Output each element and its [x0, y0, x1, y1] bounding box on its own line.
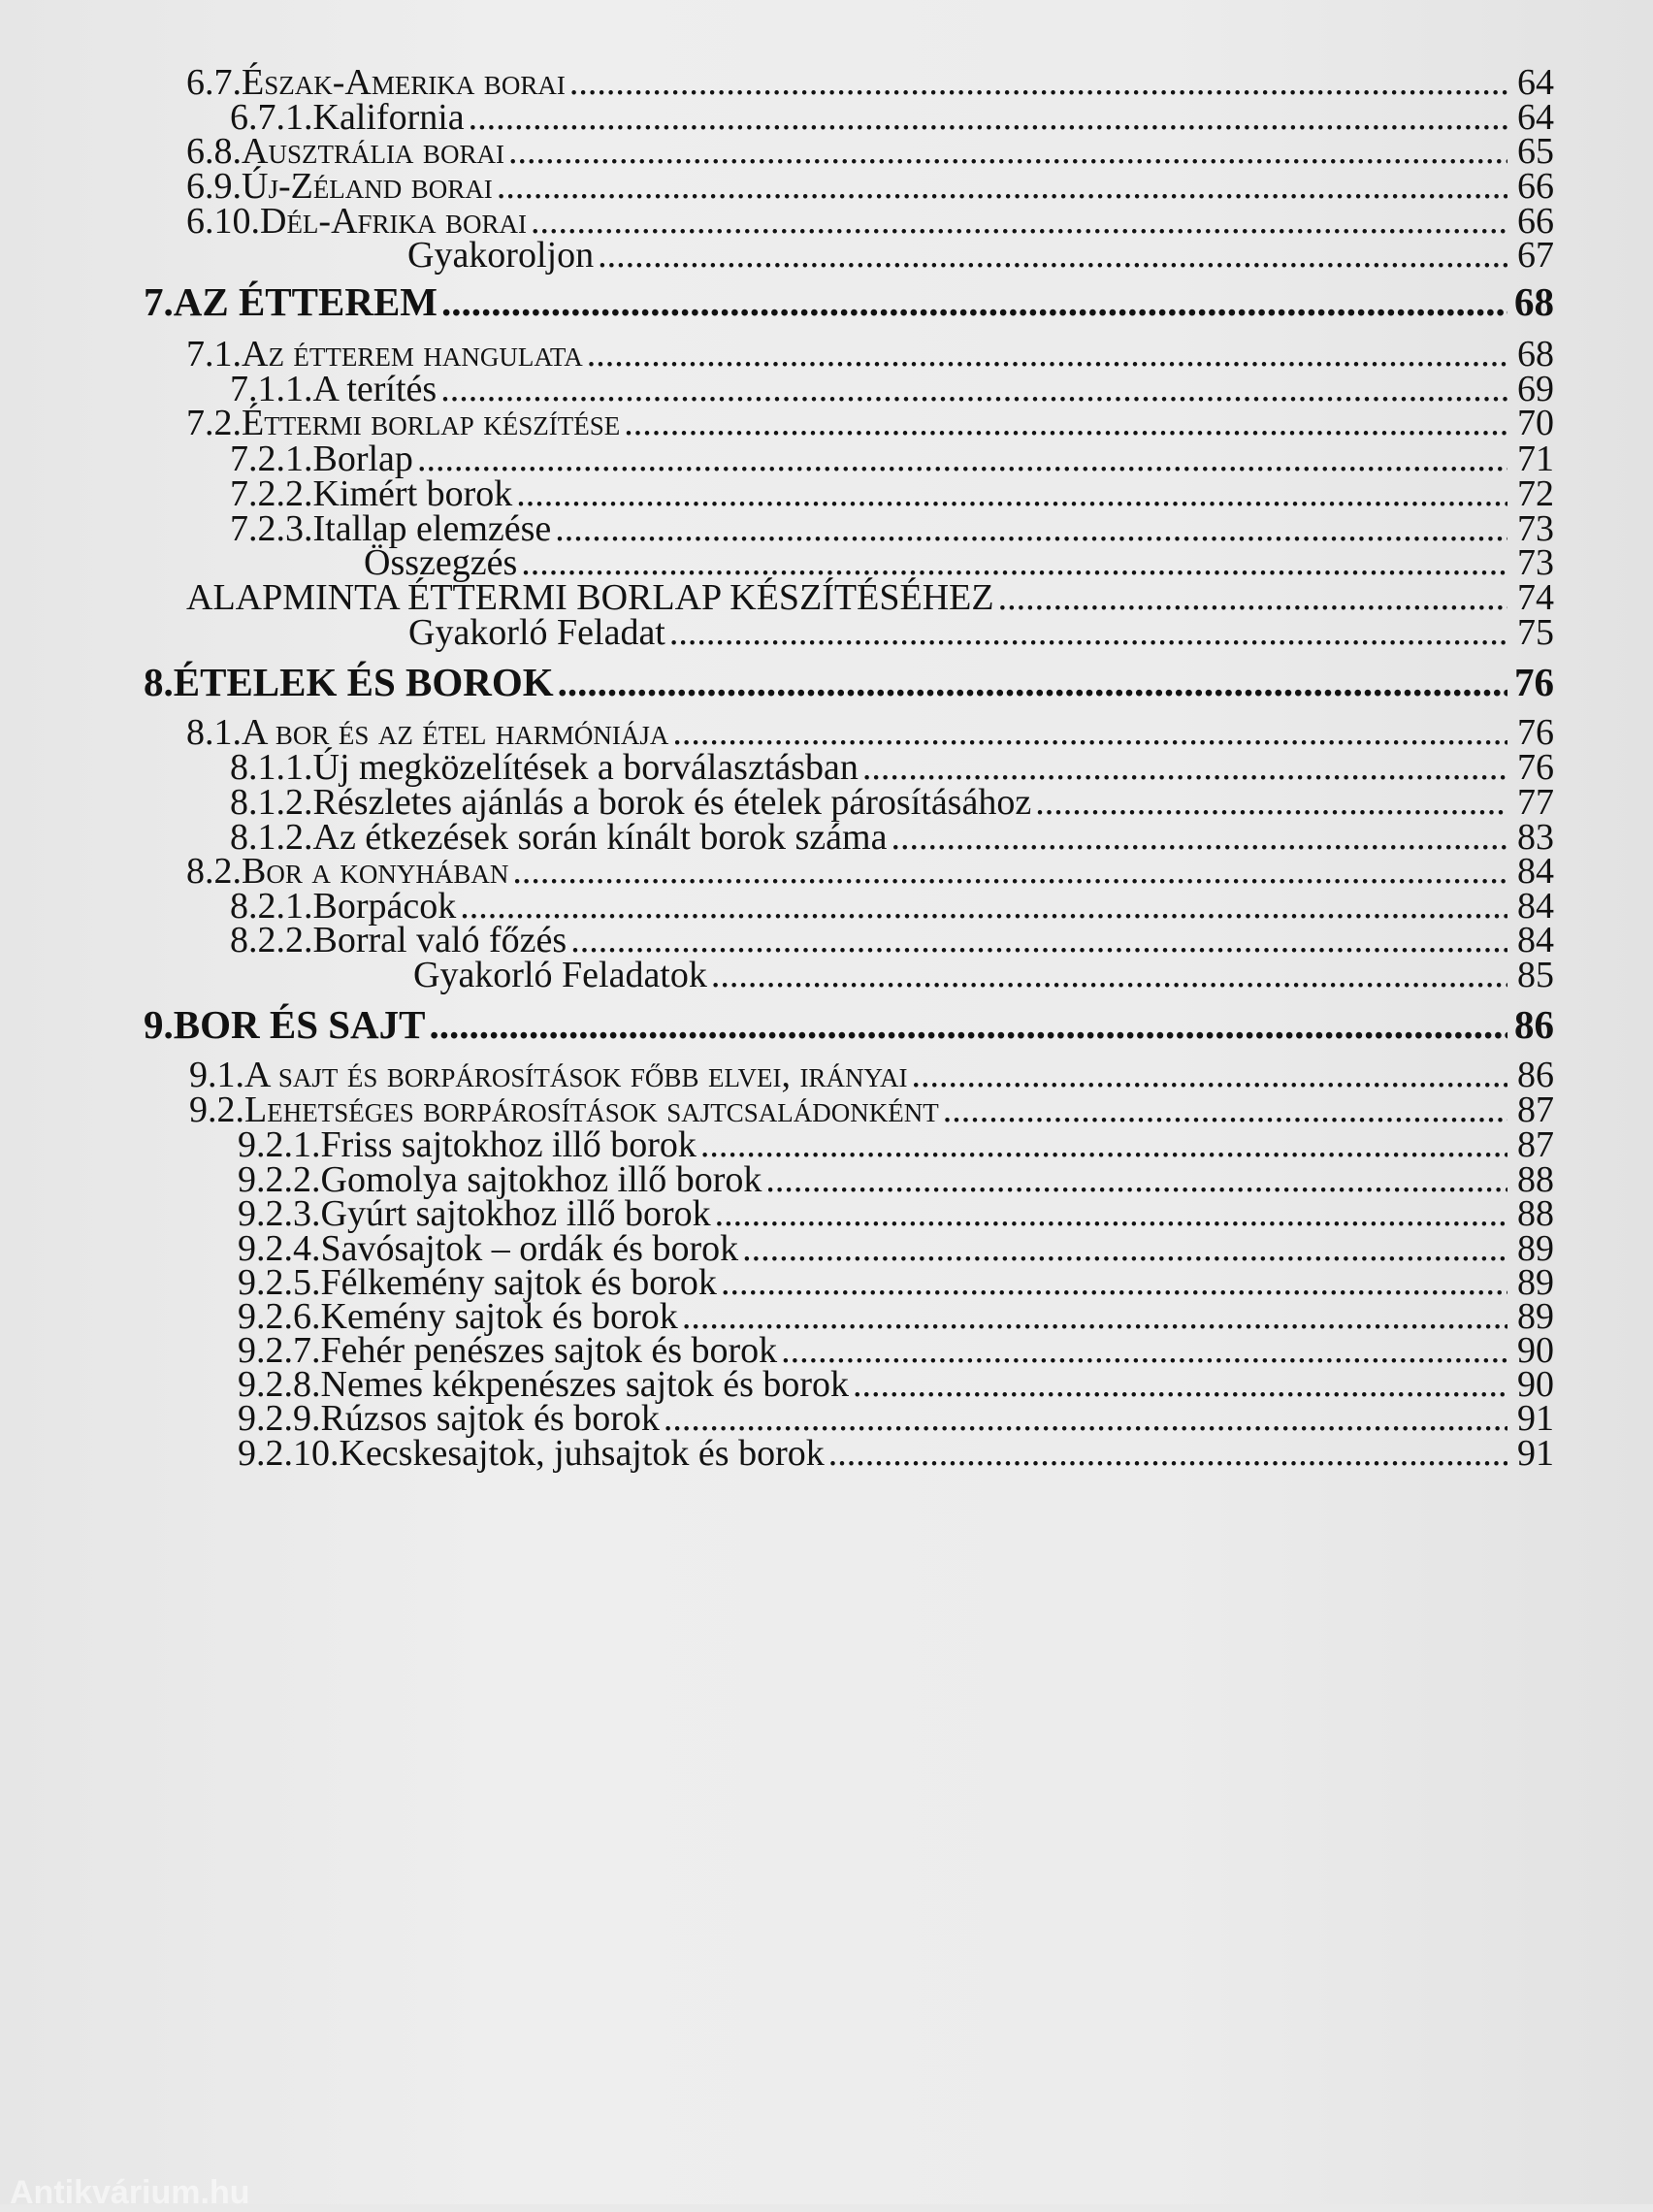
toc-entry-page: 84 [1517, 886, 1554, 927]
toc-entry-page: 68 [1514, 279, 1554, 324]
toc-dot-leader [430, 1003, 1507, 1046]
toc-entry-page: 76 [1517, 747, 1554, 788]
toc-entry-title: ÉTELEK ÉS BOROK [173, 660, 554, 704]
toc-entry-number: 8.1.1. [230, 747, 313, 788]
toc-entry-title: Savósajtok – ordák és borok [320, 1228, 739, 1269]
toc-entry-page: 66 [1517, 201, 1554, 242]
toc-entry-number: 7.2.3. [230, 508, 313, 549]
toc-entry-number: 9.1. [189, 1055, 244, 1095]
toc-entry-title: ALAPMINTA ÉTTERMI BORLAP KÉSZÍTÉSÉHEZ [186, 577, 994, 618]
toc-entry-page: 72 [1517, 473, 1554, 514]
toc-entry-number: 8. [144, 660, 174, 704]
toc-entry [0, 234, 1554, 276]
toc-entry-page: 69 [1517, 369, 1554, 409]
toc-entry-number: 6.8. [186, 131, 242, 172]
toc-entry-page: 91 [1517, 1433, 1554, 1474]
toc-entry-page: 73 [1517, 542, 1554, 583]
toc-entry-title: A sajt és borpárosítások főbb elvei, irányai [244, 1055, 908, 1095]
toc-entry-number: 9. [144, 1002, 174, 1047]
toc-entry-number: 9.2.5. [238, 1262, 321, 1303]
toc-dot-leader [598, 234, 1507, 276]
toc-entry-number: 9.2.3. [238, 1193, 321, 1234]
toc-entry-page: 74 [1517, 577, 1554, 618]
toc-entry-page: 73 [1517, 508, 1554, 549]
toc-entry-title: Gyakoroljon [407, 235, 595, 276]
toc-entry-title: Észak-Amerika borai [242, 62, 566, 103]
toc-dot-leader [558, 661, 1507, 703]
toc-entry-page: 83 [1517, 817, 1554, 858]
toc-entry-number: 9.2.7. [238, 1330, 321, 1371]
toc-entry-number: 7.2.2. [230, 473, 313, 514]
toc-entry-number: 7.2.1. [230, 439, 313, 479]
toc-entry-page: 91 [1517, 1398, 1554, 1439]
toc-entry-number: 9.2.1. [238, 1124, 321, 1165]
toc-entry-title: Részletes ajánlás a borok és ételek párosításához [312, 782, 1032, 823]
toc-entry-title: Kecskesajtok, juhsajtok és borok [339, 1433, 825, 1474]
toc-entry-page: 87 [1517, 1124, 1554, 1165]
toc-entry-page: 66 [1517, 166, 1554, 207]
toc-entry-number: 9.2.6. [238, 1296, 321, 1337]
toc-entry-number: 8.1. [186, 712, 242, 753]
toc-entry-title: Friss sajtokhoz illő borok [320, 1124, 697, 1165]
toc-entry-title: Gyakorló Feladat [408, 612, 665, 653]
toc-entry-title: Új-Zéland borai [242, 166, 493, 207]
toc-dot-leader [828, 1432, 1507, 1475]
toc-entry-page: 67 [1517, 235, 1554, 276]
toc-entry-page: 64 [1517, 97, 1554, 138]
toc-entry-page: 89 [1517, 1296, 1554, 1337]
toc-entry [0, 1432, 1554, 1475]
toc-entry-title: Gomolya sajtokhoz illő borok [320, 1159, 762, 1200]
toc-entry-title: Borral való főzés [312, 920, 567, 960]
toc-entry-page: 86 [1514, 1002, 1554, 1047]
toc-entry-number: 8.1.2. [230, 817, 313, 858]
toc-chapter-entry [0, 661, 1554, 703]
toc-entry-number: 9.2.2. [238, 1159, 321, 1200]
toc-entry-number: 6.7.1. [230, 97, 313, 138]
toc-dot-leader [669, 611, 1507, 654]
toc-entry-page: 87 [1517, 1090, 1554, 1130]
toc-entry-title: Éttermi borlap készítése [242, 403, 621, 443]
toc-entry-title: BOR ÉS SAJT [173, 1002, 426, 1047]
toc-entry-title: Nemes kékpenészes sajtok és borok [320, 1364, 850, 1405]
toc-entry-number: 9.2.10. [238, 1433, 340, 1474]
toc-entry-page: 90 [1517, 1364, 1554, 1405]
toc-entry-title: Borpácok [312, 886, 457, 927]
toc-entry-number: 7.1.1. [230, 369, 313, 409]
toc-entry-title: Rúzsos sajtok és borok [320, 1398, 660, 1439]
toc-entry-page: 88 [1517, 1159, 1554, 1200]
toc-entry-title: Bor a konyhában [242, 851, 509, 892]
toc-entry-title: Az étkezések során kínált borok száma [312, 817, 888, 858]
toc-entry-title: Félkemény sajtok és borok [320, 1262, 717, 1303]
toc-entry-title: Itallap elemzése [312, 508, 552, 549]
toc-entry-page: 76 [1517, 712, 1554, 753]
toc-entry-number: 6.9. [186, 166, 242, 207]
toc-entry-page: 90 [1517, 1330, 1554, 1371]
toc-dot-leader [441, 280, 1507, 323]
toc-entry-page: 89 [1517, 1262, 1554, 1303]
toc-entry-title: A terítés [312, 369, 438, 409]
toc-entry-title: Kemény sajtok és borok [320, 1296, 678, 1337]
toc-entry-page: 77 [1517, 782, 1554, 823]
toc-entry-title: Kimért borok [312, 473, 513, 514]
toc-chapter-entry [0, 280, 1554, 323]
toc-entry-number: 9.2.8. [238, 1364, 321, 1405]
toc-entry-page: 75 [1517, 612, 1554, 653]
toc-entry-page: 85 [1517, 955, 1554, 995]
toc-entry-page: 84 [1517, 851, 1554, 892]
toc-entry-page: 71 [1517, 439, 1554, 479]
toc-entry-title: Borlap [312, 439, 413, 479]
toc-entry-number: 7. [144, 279, 174, 324]
toc-dot-leader [711, 954, 1507, 996]
toc-entry-page: 76 [1514, 660, 1554, 704]
toc-entry-title: Dél-Afrika borai [260, 201, 528, 242]
toc-entry-page: 68 [1517, 334, 1554, 374]
toc-entry-title: Új megközelítések a borválasztásban [312, 747, 859, 788]
toc-entry-title: Fehér penészes sajtok és borok [320, 1330, 778, 1371]
toc-entry-page: 88 [1517, 1193, 1554, 1234]
toc-entry-title: Lehetséges borpárosítások sajtcsaládonként [244, 1090, 939, 1130]
toc-entry-number: 8.2.2. [230, 920, 313, 960]
toc-chapter-entry [0, 1003, 1554, 1046]
toc-entry-title: Az étterem hangulata [242, 334, 583, 374]
toc-entry-number: 8.1.2. [230, 782, 313, 823]
toc-entry-number: 8.2.1. [230, 886, 313, 927]
toc-entry-page: 89 [1517, 1228, 1554, 1269]
toc-entry-number: 9.2. [189, 1090, 244, 1130]
toc-entry [0, 611, 1554, 654]
toc-entry-title: AZ ÉTTEREM [173, 279, 438, 324]
toc-entry-page: 65 [1517, 131, 1554, 172]
toc-entry-title: Gyúrt sajtokhoz illő borok [320, 1193, 711, 1234]
toc-entry-page: 70 [1517, 403, 1554, 443]
toc-entry-title: A bor és az étel harmóniája [242, 712, 669, 753]
toc-entry [0, 954, 1554, 996]
toc-entry-page: 84 [1517, 920, 1554, 960]
toc-entry-page: 64 [1517, 62, 1554, 103]
toc-entry-title: Összegzés [364, 542, 518, 583]
toc-entry-number: 6.7. [186, 62, 242, 103]
toc-entry-number: 9.2.4. [238, 1228, 321, 1269]
watermark: Antikvárium.hu [10, 2174, 250, 2211]
toc-entry-number: 7.1. [186, 334, 242, 374]
toc-entry-title: Gyakorló Feladatok [413, 955, 707, 995]
toc-entry-page: 86 [1517, 1055, 1554, 1095]
toc-entry-title: Ausztrália borai [242, 131, 504, 172]
toc-entry-title: Kalifornia [312, 97, 465, 138]
toc-entry-number: 9.2.9. [238, 1398, 321, 1439]
toc-entry-number: 8.2. [186, 851, 242, 892]
toc-entry-number: 6.10. [186, 201, 260, 242]
toc-entry-number: 7.2. [186, 403, 242, 443]
